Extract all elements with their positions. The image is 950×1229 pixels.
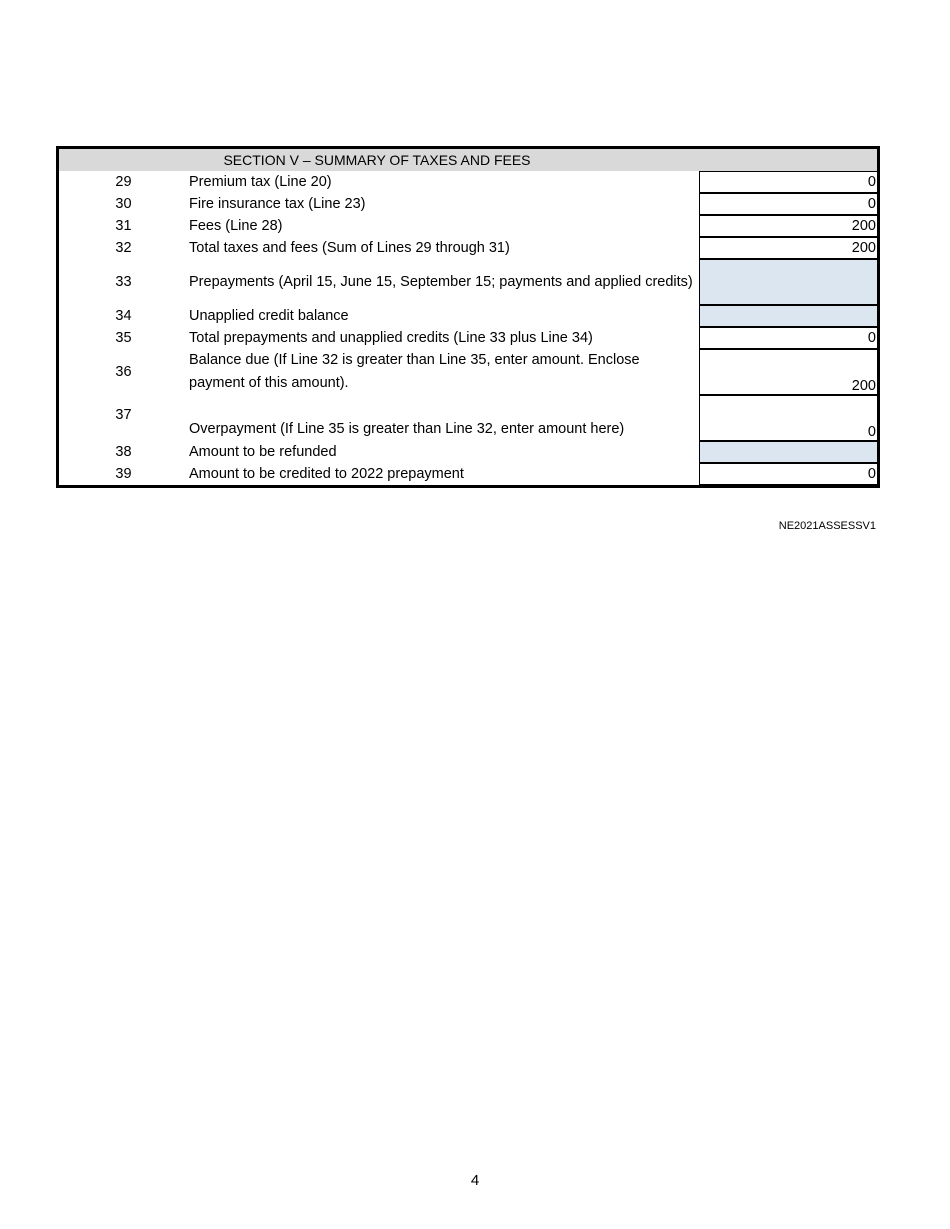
section-title: SECTION V – SUMMARY OF TAXES AND FEES — [59, 149, 877, 171]
fire-insurance-tax-amount-field[interactable]: 0 — [699, 193, 877, 215]
table-row-36 — [59, 349, 877, 395]
table-row-33 — [59, 259, 877, 305]
table-row-37 — [59, 395, 877, 441]
form-code: NE2021ASSESSV1 — [778, 520, 876, 532]
line-number: 33 — [115, 274, 132, 290]
table-row-39 — [59, 463, 877, 485]
line-number: 32 — [115, 240, 132, 256]
table-row-31 — [59, 215, 877, 237]
line-description: Total prepayments and unapplied credits (Line 33 plus Line 34) — [189, 329, 593, 346]
line-description: Amount to be credited to 2022 prepayment — [189, 465, 464, 482]
line-number: 34 — [115, 308, 132, 324]
table-row-32 — [59, 237, 877, 259]
table-row-34 — [59, 305, 877, 327]
premium-tax-amount-field[interactable]: 0 — [699, 171, 877, 193]
summary-taxes-fees-table — [56, 146, 880, 488]
line-number: 37 — [115, 407, 132, 423]
line-description: Total taxes and fees (Sum of Lines 29 through 31) — [189, 239, 510, 256]
line-description: Balance due (If Line 32 is greater than Line 35, enter amount. Enclose payment of this amount). — [189, 352, 640, 391]
line-number: 31 — [115, 218, 132, 234]
line-number: 38 — [115, 444, 132, 460]
page-number: 4 — [470, 1172, 480, 1189]
total-prepayments-amount-field[interactable]: 0 — [699, 327, 877, 349]
line-number: 39 — [115, 466, 132, 482]
table-row-38 — [59, 441, 877, 463]
line-description: Fees (Line 28) — [189, 217, 283, 234]
line-number: 36 — [115, 364, 132, 380]
fees-amount-field[interactable]: 200 — [699, 215, 877, 237]
refund-amount-field[interactable] — [699, 441, 877, 463]
table-row-29 — [59, 171, 877, 193]
line-description: Premium tax (Line 20) — [189, 173, 332, 190]
line-description: Prepayments (April 15, June 15, September 15; payments and applied credits) — [189, 273, 693, 290]
total-taxes-fees-amount-field[interactable]: 200 — [699, 237, 877, 259]
overpayment-amount-field[interactable]: 0 — [699, 395, 877, 441]
line-description: Overpayment (If Line 35 is greater than Line 32, enter amount here) — [189, 421, 625, 437]
line-description: Amount to be refunded — [189, 443, 337, 460]
balance-due-amount-field[interactable]: 200 — [699, 349, 877, 395]
line-description: Fire insurance tax (Line 23) — [189, 195, 366, 212]
credit-to-prepayment-amount-field[interactable]: 0 — [699, 463, 877, 485]
prepayments-amount-field[interactable] — [699, 259, 877, 305]
table-row-30 — [59, 193, 877, 215]
line-number: 30 — [115, 196, 132, 212]
table-row-35 — [59, 327, 877, 349]
unapplied-credit-amount-field[interactable] — [699, 305, 877, 327]
line-number: 35 — [115, 330, 132, 346]
line-description: Unapplied credit balance — [189, 307, 349, 324]
line-number: 29 — [115, 174, 132, 190]
